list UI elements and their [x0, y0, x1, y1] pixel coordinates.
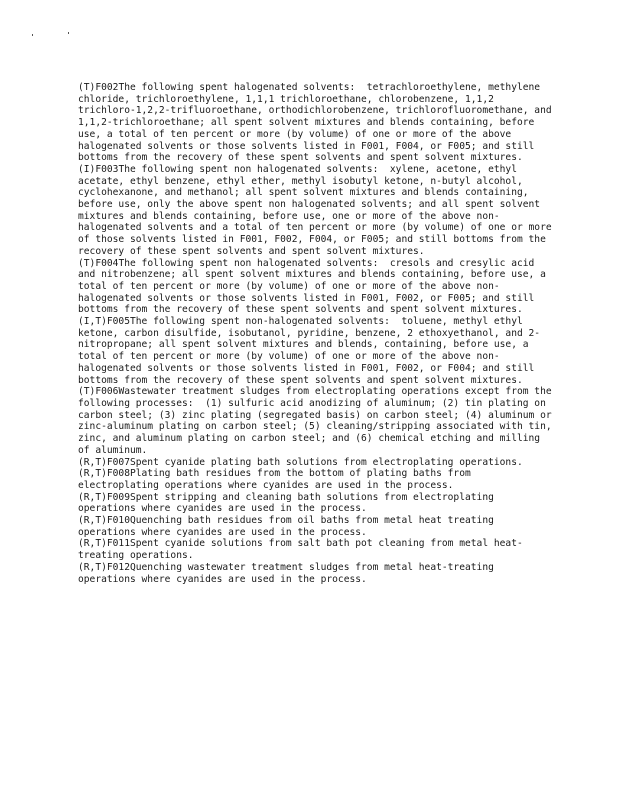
waste-description: Plating bath residues from the bottom of plating baths from electroplating operations where cyanides are used in the process. [78, 468, 477, 491]
waste-description: Quenching bath residues from oil baths from metal heat treating operations where cyanides are used in the process. [78, 515, 500, 538]
waste-code: (T)F006 [78, 386, 119, 398]
waste-code: (R,T)F009 [78, 491, 130, 503]
waste-entry-f002 [78, 82, 558, 164]
waste-entry-f011 [78, 538, 554, 561]
waste-description: Quenching wastewater treatment sludges from metal heat-treating operations where cyanides are used in the process. [78, 561, 500, 585]
waste-code: (R,T)F008 [78, 468, 130, 480]
waste-code: (T)F004 [78, 257, 119, 269]
waste-description: The following spent non halogenated solvents: cresols and cresylic acid and nitrobenzene; all spent solvent mixtures and blends containing, before use, a total of ten percent or more (by volume) of one or more of the above non-halogenated solvents or those solvents listed in F001, F002, or F005; and still bottoms from the recovery of these spent solvents and spent solvent mixtures. [78, 257, 552, 316]
waste-code: (R,T)F011 [78, 538, 130, 550]
waste-description: Spent stripping and cleaning bath solutions from electroplating operations where cyanides are used in the process. [78, 491, 500, 515]
waste-description: The following spent halogenated solvents: tetrachloroethylene, methylene chloride, trichloroethylene, 1,1,1 trichloroethane, chlorobenzene, 1,1,2 trichloro-1,2,2-trifluoroethane, orthodichlorobenzene, trichlorofluoromethane, and 1,1,2-trichloroethane; all spent solvent mixtures and blends containing, before use, a total of ten percent or more (by volume) of one or more of the above halogenated solvents or those solvents listed in F001, F004, or F005; and still bottoms from the recovery of these spent solvents and spent solvent mixtures. [78, 82, 558, 164]
scan-speck [68, 32, 69, 34]
waste-entry-f010 [78, 515, 554, 538]
waste-description: Wastewater treatment sludges from electroplating operations except from the following processes: (1) sulfuric acid anodizing of aluminum; (2) tin plating on carbon steel; (3) zinc plating (segregated basis) on carbon steel; (4) aluminum or zinc-aluminum plating on carbon steel; (5) cleaning/stripping associated with tin, zinc, and aluminum plating on carbon steel; and (6) chemical etching and milling of aluminum. [78, 386, 558, 456]
waste-description: The following spent non halogenated solvents: xylene, acetone, ethyl acetate, ethyl benzene, ethyl ether, methyl isobutyl ketone, n-butyl alcohol, cyclohexanone, and methanol; all spent solvent mixtures and blends containing, before use, only the above spent non halogenated solvents; and all spent solvent mixtures and blends containing, before use, one or more of the above non-halogenated solvents and a total of ten percent or more (by volume) of one or more of those solvents listed in F001, F002, F004, or F005; and still bottoms from the recovery of these spent solvents and spent solvent mixtures. [78, 163, 558, 257]
waste-entry-f009 [78, 492, 554, 515]
scan-specks [30, 30, 80, 40]
waste-description: Spent cyanide plating bath solutions from electroplating operations. [129, 456, 523, 468]
waste-entry-f012 [78, 562, 554, 585]
waste-entry-f004 [78, 258, 554, 317]
waste-code: (R,T)F012 [78, 561, 130, 573]
waste-entry-f008 [78, 468, 554, 491]
waste-code: (R,T)F010 [78, 515, 130, 527]
waste-description: Spent cyanide solutions from salt bath pot cleaning from metal heat-treating operations. [78, 538, 523, 562]
waste-description: The following spent non-halogenated solvents: toluene, methyl ethyl ketone, carbon disulfide, isobutanol, pyridine, benzene, 2 ethoxyethanol, and 2-nitropropane; all spent solvent mixtures and blends, containing, before use, a total of ten percent or more (by volume) of one or more of the above non-halogenated solvents or those solvents listed in F001, F002, or F004; and still bottoms from the recovery of these spent solvents and spent solvent mixtures. [78, 316, 541, 386]
waste-code: (R,T)F007 [78, 456, 130, 468]
hazardous-waste-listing [78, 82, 558, 585]
waste-entry-f006 [78, 386, 558, 456]
waste-entry-f007 [78, 457, 554, 469]
waste-entry-f005 [78, 316, 554, 386]
scan-speck [32, 34, 33, 36]
waste-code: (T)F002 [78, 82, 119, 93]
waste-code: (I)F003 [78, 163, 119, 175]
waste-entry-f003 [78, 163, 558, 258]
waste-code: (I,T)F005 [78, 316, 130, 328]
